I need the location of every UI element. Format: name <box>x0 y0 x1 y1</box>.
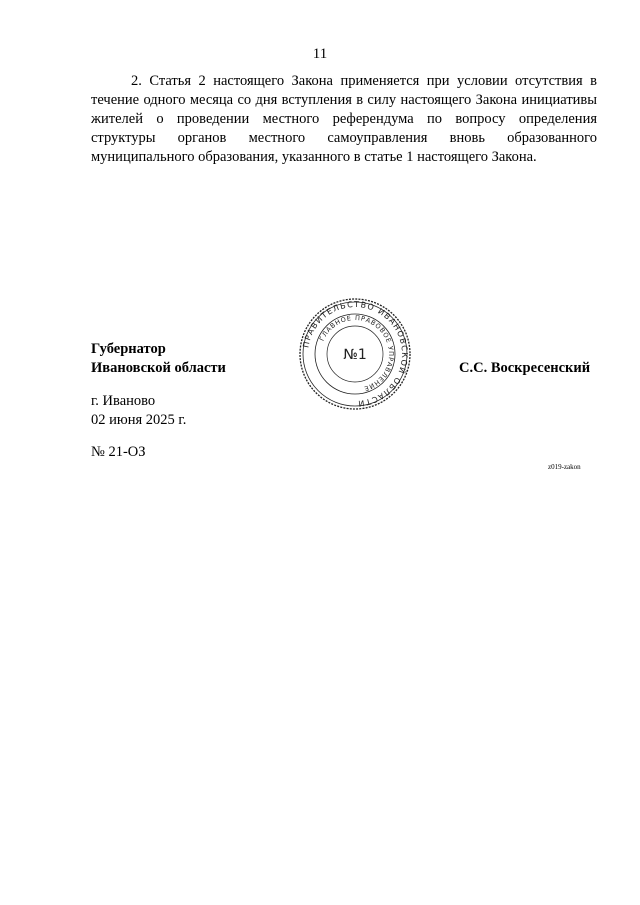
governor-title-line1: Губернатор <box>91 341 166 357</box>
governor-name: С.С. Воскресенский <box>459 360 591 376</box>
article-paragraph: 2. Статья 2 настоящего Закона применяется при условии отсутствия в течение одного месяца со дня вступления в силу настоящего Закона инициативы жителей о проведении местного референдума по вопросу определения структуры органов местного самоуправления вновь образованного муниципального образования, указанного в статье 1 настоящего Закона. <box>91 73 597 165</box>
official-seal <box>298 297 412 411</box>
signing-date: 02 июня 2025 г. <box>91 412 187 428</box>
governor-title-line2: Ивановской области <box>91 360 226 376</box>
signing-place: г. Иваново <box>91 393 156 409</box>
seal-inner-text: ГЛАВНОЕ ПРАВОВОЕ УПРАВЛЕНИЕ <box>317 313 396 393</box>
place-date <box>91 392 186 430</box>
seal-outer-text: ПРАВИТЕЛЬСТВО ИВАНОВСКОЙ ОБЛАСТИ <box>301 299 410 409</box>
governor-title <box>91 340 226 378</box>
file-reference: z019-zakon <box>548 463 581 471</box>
seal-center-text: №1 <box>343 347 367 363</box>
page-number: 11 <box>312 46 328 62</box>
law-number: № 21-ОЗ <box>91 444 146 460</box>
